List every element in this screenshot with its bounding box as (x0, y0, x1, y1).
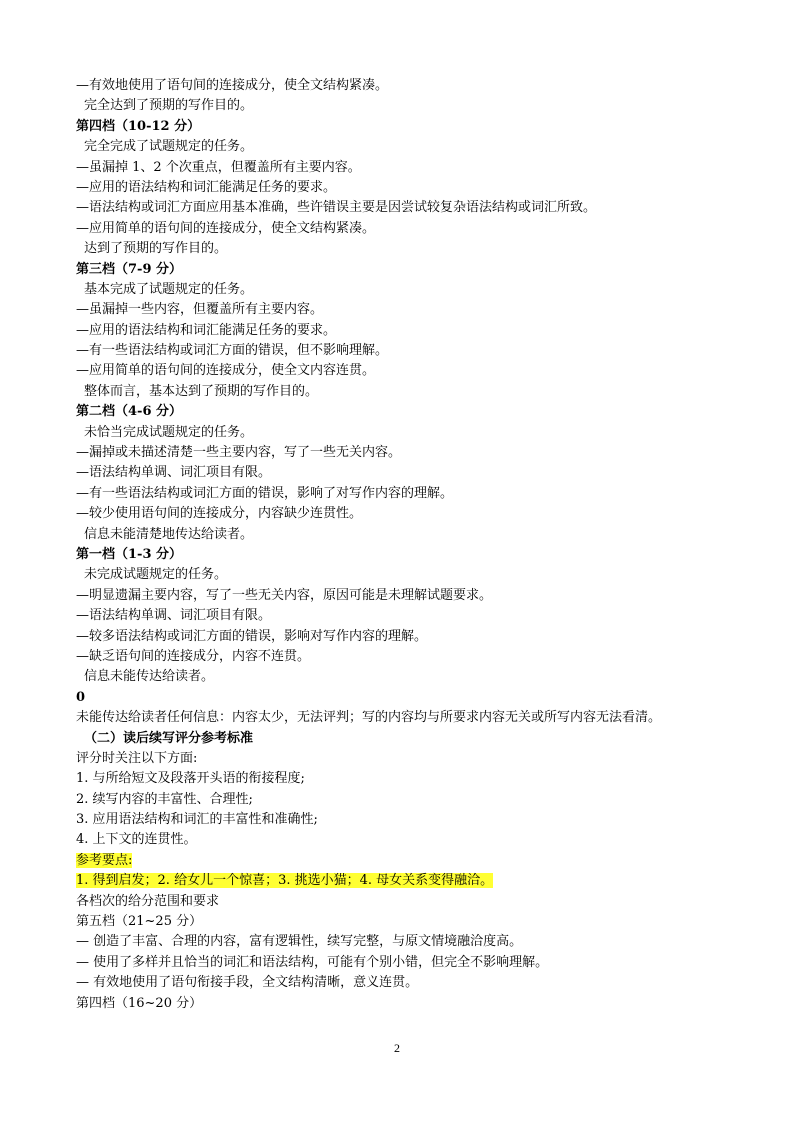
text-line: —应用简单的语句间的连接成分，使全文结构紧凑。 (76, 220, 376, 236)
text-line: —语法结构单调、词汇项目有限。 (76, 465, 272, 481)
list-item: 4. 上下文的连贯性。 (76, 832, 197, 848)
text-line: —语法结构或词汇方面应用基本准确，些许错误主要是因尝试较复杂语法结构或词汇所致。 (76, 200, 597, 216)
text-line: —漏掉或未描述清楚一些主要内容，写了一些无关内容。 (76, 445, 402, 461)
section-heading: 第五档（21~25 分） (76, 914, 203, 930)
section-heading: 第二档（4-6 分） (76, 404, 183, 420)
highlight-text: 参考要点: (76, 852, 133, 868)
text-line: 基本完成了试题规定的任务。 (84, 281, 254, 297)
text-line: 信息未能传达给读者。 (84, 669, 215, 685)
text-line: 完全达到了预期的写作目的。 (84, 98, 254, 114)
text-line: —语法结构单调、词汇项目有限。 (76, 608, 272, 624)
highlight-text: 1. 得到启发；2. 给女儿一个惊喜；3. 挑选小猫；4. 母女关系变得融洽。 (76, 873, 494, 889)
text-line: —较多语法结构或词汇方面的错误，影响对写作内容的理解。 (76, 628, 428, 644)
text-line: — 使用了多样并且恰当的词汇和语法结构，可能有个别小错，但完全不影响理解。 (76, 954, 549, 970)
text-line: —缺乏语句间的连接成分，内容不连贯。 (76, 648, 311, 664)
text-line: 整体而言，基本达到了预期的写作目的。 (84, 383, 319, 399)
section-heading: 第四档（10-12 分） (76, 118, 201, 134)
section-heading: （二）读后续写评分参考标准 (84, 730, 254, 746)
highlighted-line (76, 851, 726, 871)
page-number: 2 (394, 1041, 400, 1055)
section-heading: 第一档（1-3 分） (76, 546, 183, 562)
text-line: 评分时关注以下方面: (76, 750, 198, 766)
text-line: 达到了预期的写作目的。 (84, 241, 228, 257)
text-line: —有一些语法结构或词汇方面的错误，影响了对写作内容的理解。 (76, 485, 454, 501)
text-line: —应用简单的语句间的连接成分，使全文内容连贯。 (76, 363, 376, 379)
text-line: 未恰当完成试题规定的任务。 (84, 424, 254, 440)
list-item: 1. 与所给短文及段落开头语的衔接程度; (76, 771, 305, 787)
highlighted-line (76, 871, 726, 891)
text-line: —虽漏掉 1、2 个次重点，但覆盖所有主要内容。 (76, 159, 361, 175)
text-line: —明显遗漏主要内容，写了一些无关内容，原因可能是未理解试题要求。 (76, 587, 493, 603)
text-line: 各档次的给分范围和要求 (76, 893, 220, 909)
text-line: 未能传达给读者任何信息：内容太少，无法评判；写的内容均与所要求内容无关或所写内容无法看清。 (76, 710, 662, 726)
list-item: 2. 续写内容的丰富性、合理性; (76, 791, 253, 807)
section-heading: 0 (76, 689, 86, 705)
text-line: 完全完成了试题规定的任务。 (84, 139, 254, 155)
section-heading: 第四档（16~20 分） (76, 995, 203, 1011)
list-item: 3. 应用语法结构和词汇的丰富性和准确性; (76, 812, 318, 828)
text-line: 信息未能清楚地传达给读者。 (84, 526, 254, 542)
text-line: — 创造了丰富、合理的内容，富有逻辑性，续写完整，与原文情境融洽度高。 (76, 934, 523, 950)
text-line: —应用的语法结构和词汇能满足任务的要求。 (76, 179, 337, 195)
text-line: —有一些语法结构或词汇方面的错误，但不影响理解。 (76, 343, 389, 359)
text-line: —应用的语法结构和词汇能满足任务的要求。 (76, 322, 337, 338)
text-line: —较少使用语句间的连接成分，内容缺少连贯性。 (76, 506, 363, 522)
document-body (76, 76, 726, 1014)
text-line: —有效地使用了语句间的连接成分，使全文结构紧凑。 (76, 78, 389, 93)
section-heading: 第三档（7-9 分） (76, 261, 183, 277)
text-line: 未完成试题规定的任务。 (84, 567, 228, 583)
text-line: — 有效地使用了语句衔接手段，全文结构清晰，意义连贯。 (76, 975, 419, 991)
text-line: —虽漏掉一些内容，但覆盖所有主要内容。 (76, 302, 324, 318)
